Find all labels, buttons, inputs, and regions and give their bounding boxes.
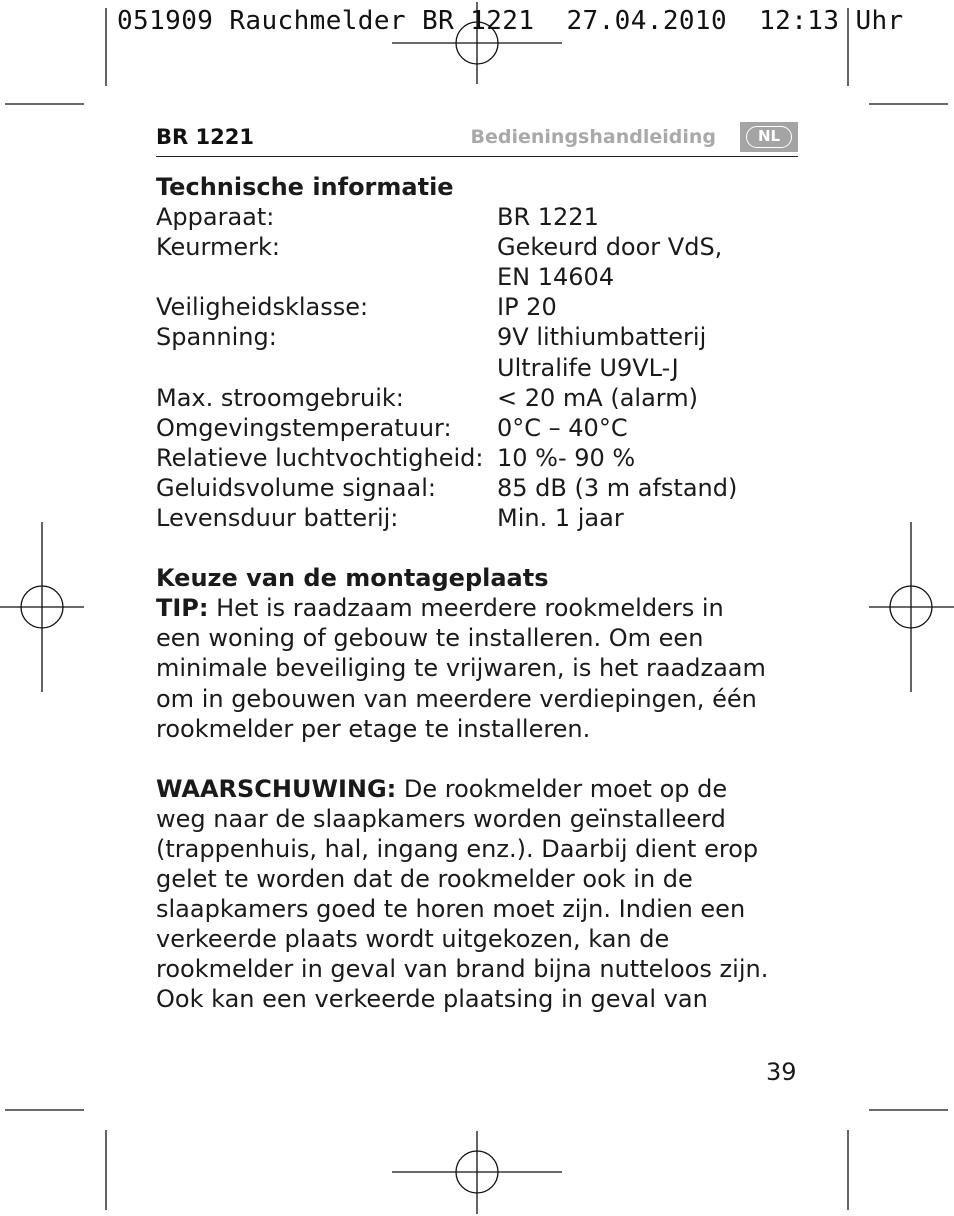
text-line [156, 834, 806, 864]
spec-table [156, 202, 806, 533]
text-line [156, 684, 806, 714]
tip-paragraph [156, 593, 806, 743]
line-text: gelet te worden dat de rookmelder ook in de [156, 864, 693, 893]
spec-value: EN 14604 [497, 263, 615, 292]
spec-row [156, 232, 806, 262]
manual-title: Bedieningshandleiding [470, 126, 716, 148]
spec-row [156, 353, 806, 383]
registration-mark-bottom [392, 1131, 562, 1214]
text-line [156, 864, 806, 894]
line-text: weg naar de slaapkamers worden geïnstalleerd [156, 804, 726, 833]
spec-label: Geluidsvolume signaal: [156, 473, 436, 502]
spec-label: Spanning: [156, 323, 277, 352]
spacer [156, 744, 806, 774]
spec-label: Omgevingstemperatuur: [156, 413, 452, 442]
spec-row [156, 262, 806, 292]
spec-label: Max. stroomgebruik: [156, 383, 404, 412]
line-text: Ook kan een verkeerde plaatsing in geval van [156, 985, 708, 1014]
spec-value: 85 dB (3 m afstand) [497, 473, 738, 502]
spec-row [156, 503, 806, 533]
language-badge [740, 122, 798, 152]
text-line [156, 623, 806, 653]
spec-value: 9V lithiumbatterij [497, 323, 707, 352]
language-badge-label: NL [757, 127, 781, 145]
text-line [156, 984, 806, 1014]
print-slug: 051909 Rauchmelder BR 1221 27.04.2010 12:13 Uhr [117, 6, 904, 36]
registration-mark-left [0, 522, 84, 692]
spec-value: 0°C – 40°C [497, 413, 628, 442]
mounting-heading: Keuze van de montageplaats [156, 564, 549, 593]
page-content [156, 172, 806, 1014]
line-text: rookmelder in geval van brand bijna nutteloos zijn. [156, 955, 769, 984]
line-text: een woning of gebouw te installeren. Om een [156, 624, 704, 653]
text-line [156, 714, 806, 744]
registration-mark-right [869, 522, 954, 692]
warning-paragraph [156, 774, 806, 1015]
spec-value: 10 %- 90 % [497, 443, 636, 472]
spec-row [156, 322, 806, 352]
lead-label: WAARSCHUWING: [156, 774, 397, 803]
text-line [156, 804, 806, 834]
text-line [156, 653, 806, 683]
line-text: om in gebouwen van meerdere verdiepingen, één [156, 684, 757, 713]
line-text: (trappenhuis, hal, ingang enz.). Daarbij dient erop [156, 834, 759, 863]
spec-row [156, 473, 806, 503]
spec-label: Veiligheidsklasse: [156, 293, 369, 322]
spec-label: Apparaat: [156, 203, 275, 232]
page-header [156, 122, 798, 157]
spec-value: Gekeurd door VdS, [497, 233, 723, 262]
line-text: verkeerde plaats wordt uitgekozen, kan de [156, 925, 670, 954]
spacer [156, 533, 806, 563]
lead-label: TIP: [156, 594, 209, 623]
spec-value: Ultralife U9VL-J [497, 353, 679, 382]
model-name: BR 1221 [156, 125, 254, 149]
text-line [156, 924, 806, 954]
spec-value: Min. 1 jaar [497, 504, 624, 533]
spec-row [156, 413, 806, 443]
tech-heading: Technische informatie [156, 173, 454, 201]
text-line [156, 593, 806, 623]
text-line [156, 894, 806, 924]
line-text: minimale beveiliging te vrijwaren, is het raadzaam [156, 654, 766, 683]
spec-label: Relatieve luchtvochtigheid: [156, 443, 484, 472]
spec-row [156, 202, 806, 232]
spec-row [156, 443, 806, 473]
line-text: slaapkamers goed te horen moet zijn. Indien een [156, 895, 746, 924]
line-text: De rookmelder moet op de [396, 774, 728, 803]
page-number: 39 [766, 1058, 797, 1086]
text-line [156, 774, 806, 804]
spec-value: BR 1221 [497, 203, 599, 232]
spec-value: < 20 mA (alarm) [497, 383, 698, 412]
spec-row [156, 383, 806, 413]
spec-label: Keurmerk: [156, 233, 280, 262]
spec-label [156, 262, 497, 292]
spec-label [156, 353, 497, 383]
spec-row [156, 292, 806, 322]
spec-value: IP 20 [497, 293, 557, 322]
line-text: Het is raadzaam meerdere rookmelders in [208, 594, 724, 623]
text-line [156, 954, 806, 984]
spec-label: Levensduur batterij: [156, 504, 399, 533]
line-text: rookmelder per etage te installeren. [156, 714, 591, 743]
